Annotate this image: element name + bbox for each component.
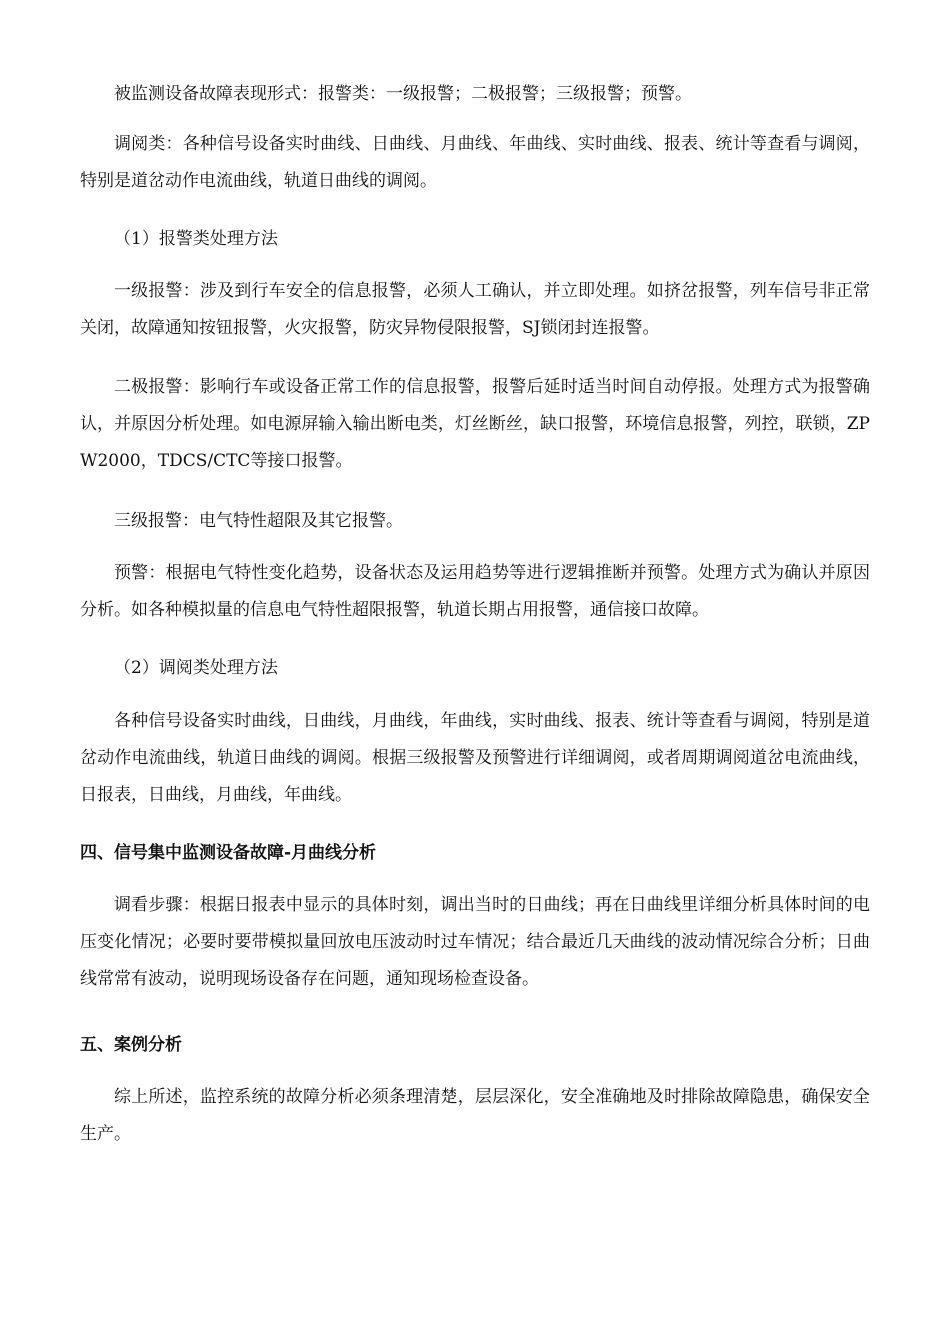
paragraph-review-steps: 调看步骤：根据日报表中显示的具体时刻，调出当时的日曲线；再在日曲线里详细分析具体时间的电压变化情况；必要时要带模拟量回放电压波动时过车情况；结合最近几天曲线的波动情况综合分析；日曲线常常有波动，说明现场设备存在问题，通知现场检查设备。 <box>80 895 870 989</box>
paragraph-review-type: 调阅类：各种信号设备实时曲线、日曲线、月曲线、年曲线、实时曲线、报表、统计等查看与调阅，特别是道岔动作电流曲线，轨道日曲线的调阅。 <box>80 134 870 191</box>
subheading-review-handling: （2）调阅类处理方法 <box>114 658 278 678</box>
paragraph-level3-alarm: 三级报警：电气特性超限及其它报警。 <box>114 511 403 531</box>
paragraph-conclusion: 综上所述，监控系统的故障分析必须条理清楚，层层深化，安全准确地及时排除故障隐患，确保安全生产。 <box>80 1087 870 1144</box>
paragraph-level1-alarm: 一级报警：涉及到行车安全的信息报警，必须人工确认，并立即处理。如挤岔报警，列车信号非正常关闭，故障通知按钮报警，火灾报警，防灾异物侵限报警，SJ锁闭封连报警。 <box>80 281 870 338</box>
section-heading-4: 四、信号集中监测设备故障-月曲线分析 <box>80 843 377 863</box>
section-heading-5: 五、案例分析 <box>80 1035 182 1055</box>
paragraph-fault-forms: 被监测设备故障表现形式：报警类：一级报警；二极报警；三级报警；预警。 <box>114 84 692 104</box>
paragraph-level2-alarm: 二极报警：影响行车或设备正常工作的信息报警，报警后延时适当时间自动停报。处理方式为报警确认，并原因分析处理。如电源屏输入输出断电类，灯丝断丝，缺口报警，环境信息报警，列控，联锁，ZPW2000，TDCS/CTC等接口报警。 <box>80 377 870 471</box>
paragraph-review-detail: 各种信号设备实时曲线，日曲线，月曲线，年曲线，实时曲线、报表、统计等查看与调阅，特别是道岔动作电流曲线，轨道日曲线的调阅。根据三级报警及预警进行详细调阅，或者周期调阅道岔电流曲线，日报表，日曲线，月曲线，年曲线。 <box>80 711 870 805</box>
subheading-alarm-handling: （1）报警类处理方法 <box>114 229 278 249</box>
paragraph-warning: 预警：根据电气特性变化趋势，设备状态及运用趋势等进行逻辑推断并预警。处理方式为确认并原因分析。如各种模拟量的信息电气特性超限报警，轨道长期占用报警，通信接口故障。 <box>80 563 870 620</box>
